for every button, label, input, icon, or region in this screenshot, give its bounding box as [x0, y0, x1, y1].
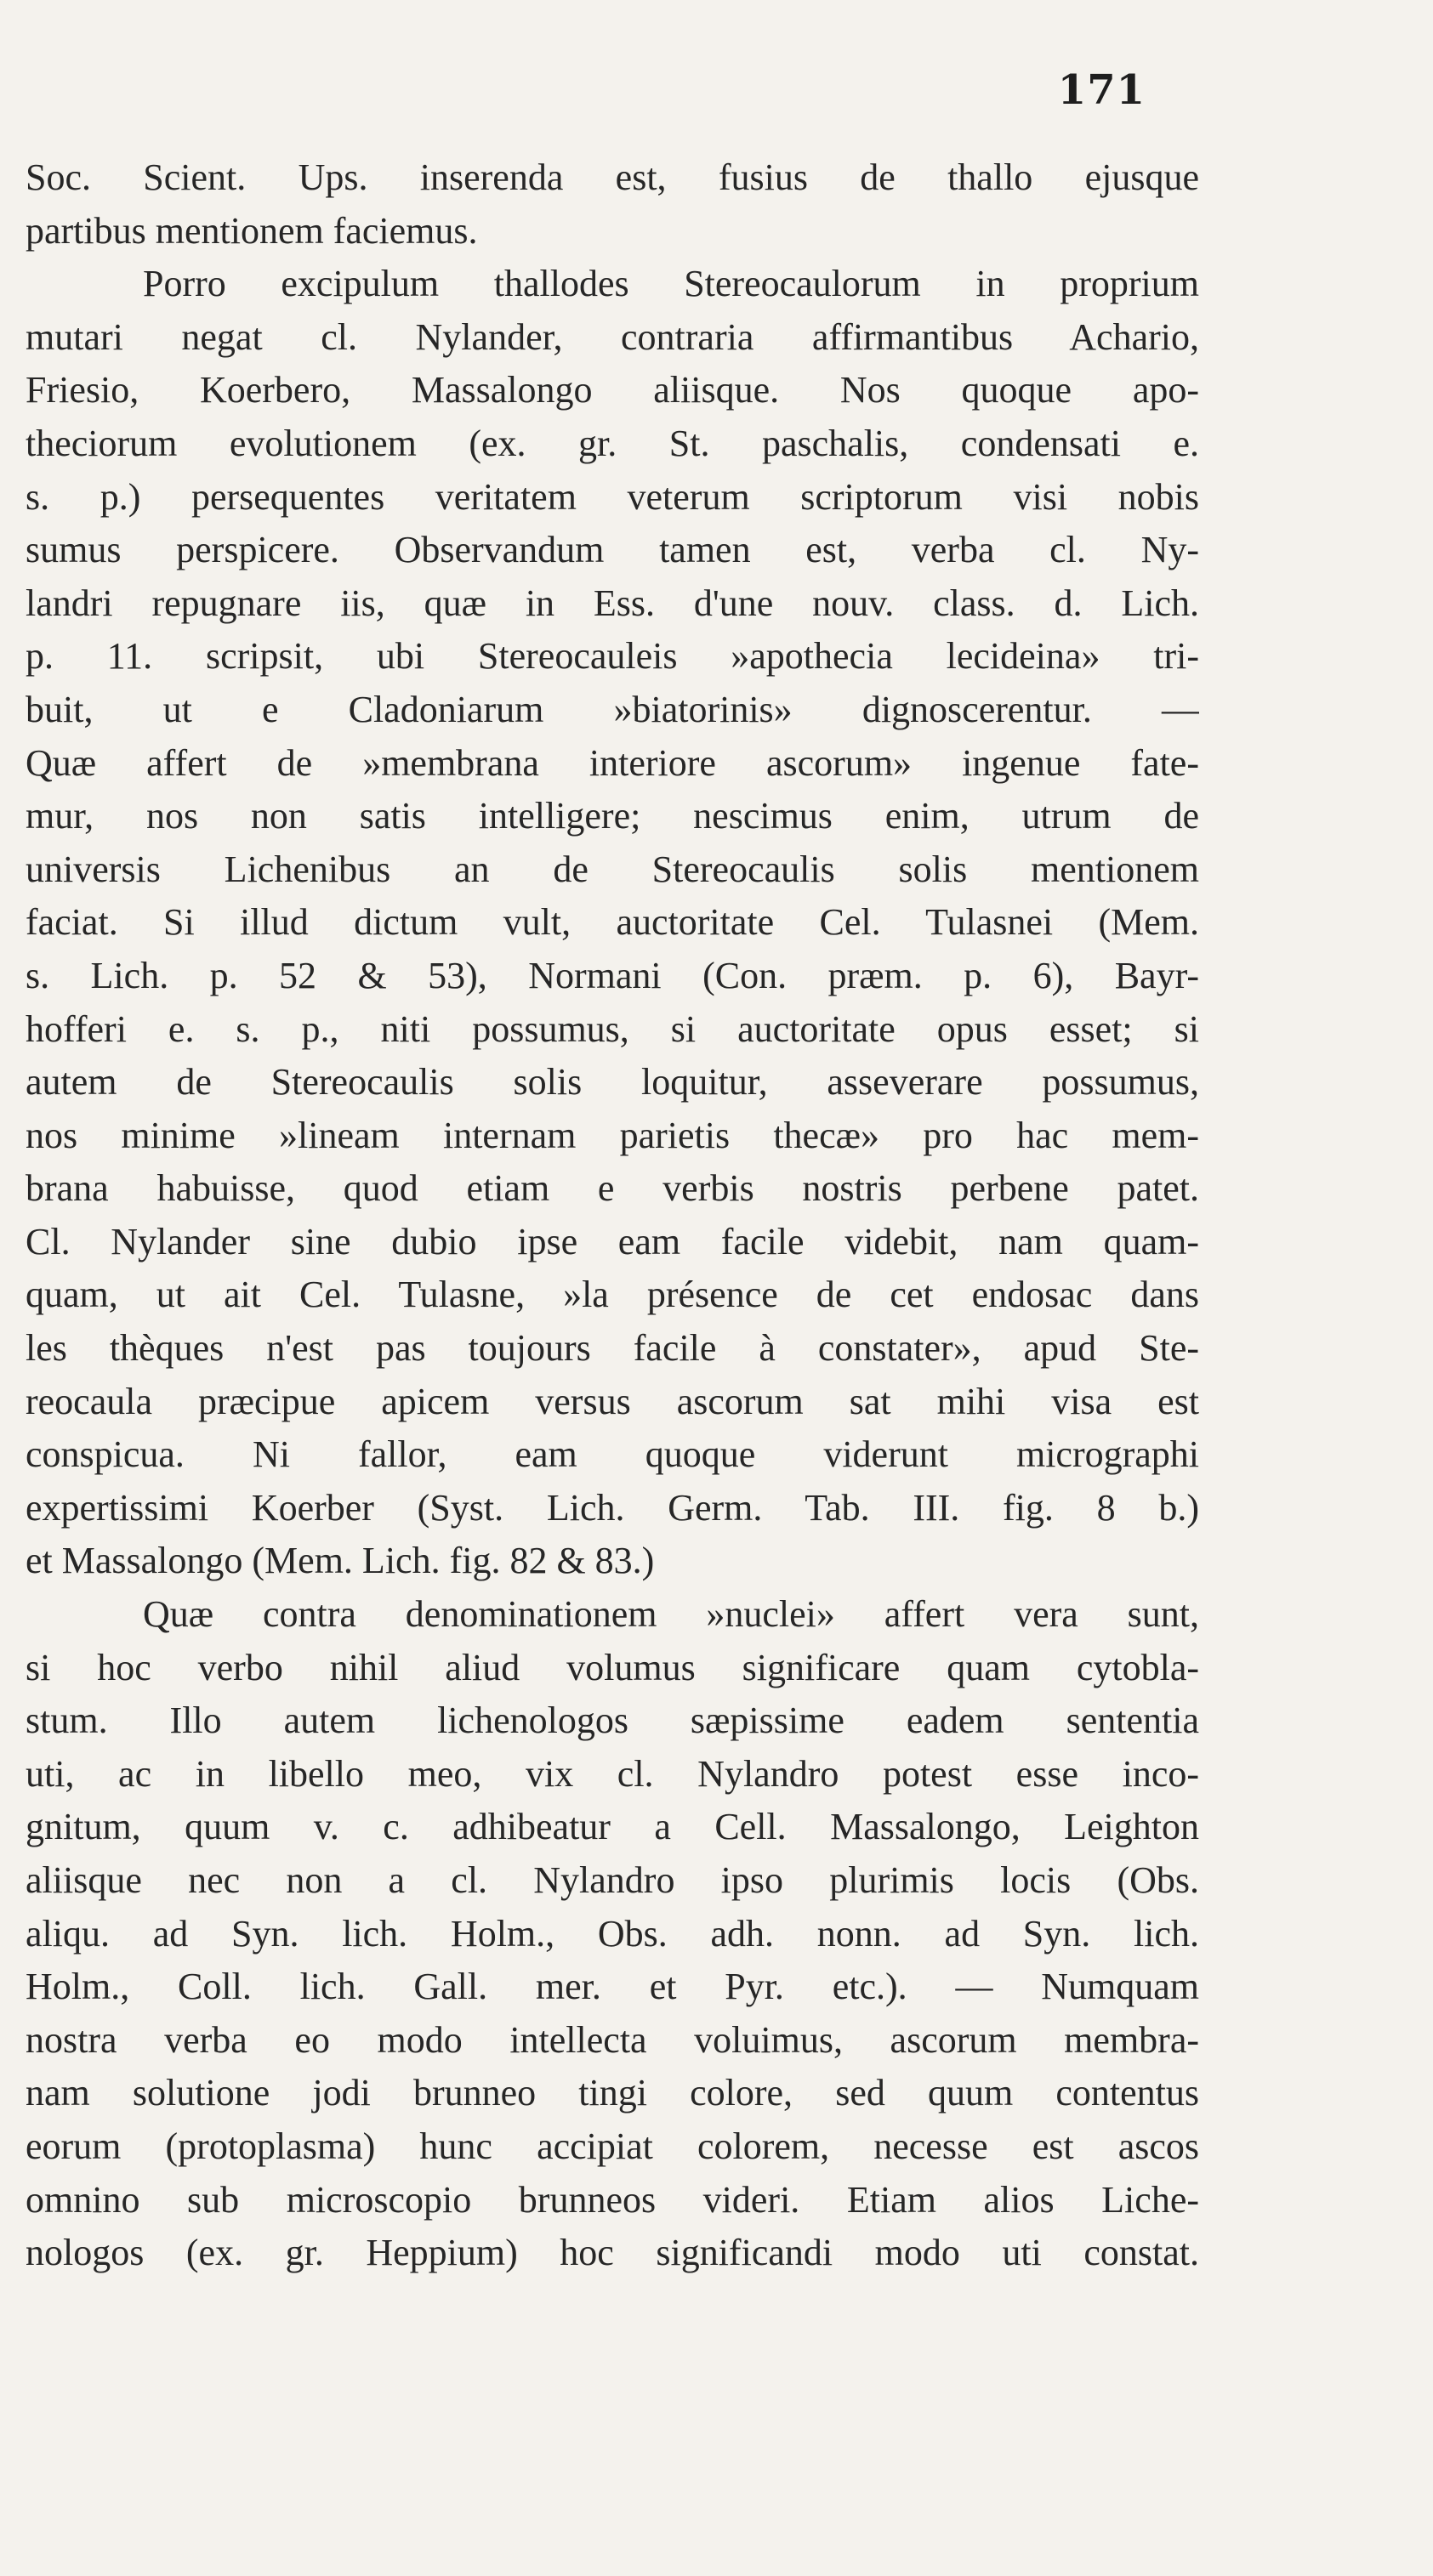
- text-line: p. 11. scripsit, ubi Stereocauleis »apothecia lecideina» tri-: [26, 635, 1199, 678]
- text-line: Quæ affert de »membrana interiore ascorum» ingenue fate-: [26, 741, 1199, 784]
- text-line: gnitum, quum v. c. adhibeatur a Cell. Massalongo, Leighton: [26, 1806, 1199, 1848]
- text-line: stum. Illo autem lichenologos sæpissime eadem sententia: [26, 1699, 1199, 1742]
- text-line: buit, ut e Cladoniarum »biatorinis» dignoscerentur. —: [26, 688, 1199, 730]
- text-line: theciorum evolutionem (ex. gr. St. paschalis, condensati e.: [26, 422, 1199, 464]
- text-line: les thèques n'est pas toujours facile à constater», apud Ste-: [26, 1327, 1199, 1370]
- text-line: conspicua. Ni fallor, eam quoque viderunt micrographi: [26, 1433, 1199, 1476]
- text-line: aliqu. ad Syn. lich. Holm., Obs. adh. nonn. ad Syn. lich.: [26, 1912, 1199, 1955]
- text-line: mur, nos non satis intelligere; nescimus enim, utrum de: [26, 795, 1199, 837]
- text-line: Porro excipulum thallodes Stereocaulorum in proprium: [143, 263, 1199, 305]
- page-number: 171: [1057, 66, 1146, 114]
- text-line: reocaula præcipue apicem versus ascorum sat mihi visa est: [26, 1380, 1199, 1422]
- text-line: partibus mentionem faciemus.: [26, 209, 478, 252]
- text-line: sumus perspicere. Observandum tamen est, verba cl. Ny-: [26, 529, 1199, 571]
- text-line: nam solutione jodi brunneo tingi colore, sed quum contentus: [26, 2072, 1199, 2114]
- text-line: omnino sub microscopio brunneos videri. Etiam alios Liche-: [26, 2178, 1199, 2221]
- text-line: s. Lich. p. 52 & 53), Normani (Con. præm. p. 6), Bayr-: [26, 954, 1199, 996]
- text-line: nos minime »lineam internam parietis thecæ» pro hac mem-: [26, 1114, 1199, 1156]
- body-text: [26, 151, 1199, 2280]
- text-line: Soc. Scient. Ups. inserenda est, fusius de thallo ejusque: [26, 156, 1199, 198]
- text-line: expertissimi Koerber (Syst. Lich. Germ. Tab. III. fig. 8 b.): [26, 1486, 1199, 1529]
- text-line: aliisque nec non a cl. Nylandro ipso plurimis locis (Obs.: [26, 1859, 1199, 1901]
- text-line: eorum (protoplasma) hunc accipiat colorem, necesse est ascos: [26, 2125, 1199, 2167]
- text-line: Cl. Nylander sine dubio ipse eam facile videbit, nam quam-: [26, 1220, 1199, 1262]
- text-line: brana habuisse, quod etiam e verbis nostris perbene patet.: [26, 1167, 1199, 1210]
- text-line: nologos (ex. gr. Heppium) hoc significandi modo uti constat.: [26, 2232, 1199, 2274]
- text-line: faciat. Si illud dictum vult, auctoritate Cel. Tulasnei (Mem.: [26, 901, 1199, 944]
- text-line: landri repugnare iis, quæ in Ess. d'une nouv. class. d. Lich.: [26, 582, 1199, 624]
- text-line: universis Lichenibus an de Stereocaulis solis mentionem: [26, 848, 1199, 890]
- text-line: Quæ contra denominationem »nuclei» affert vera sunt,: [143, 1593, 1199, 1636]
- text-line: mutari negat cl. Nylander, contraria affirmantibus Achario,: [26, 315, 1199, 358]
- text-line: uti, ac in libello meo, vix cl. Nylandro potest esse inco-: [26, 1752, 1199, 1795]
- text-line: Friesio, Koerbero, Massalongo aliisque. Nos quoque apo-: [26, 369, 1199, 411]
- text-line: autem de Stereocaulis solis loquitur, asseverare possumus,: [26, 1061, 1199, 1104]
- text-line: Holm., Coll. lich. Gall. mer. et Pyr. etc.). — Numquam: [26, 1966, 1199, 2008]
- text-line: hofferi e. s. p., niti possumus, si auctoritate opus esset; si: [26, 1007, 1199, 1050]
- text-line: quam, ut ait Cel. Tulasne, »la présence de cet endosac dans: [26, 1274, 1199, 1316]
- text-line: nostra verba eo modo intellecta voluimus, ascorum membra-: [26, 2018, 1199, 2061]
- text-line: s. p.) persequentes veritatem veterum scriptorum visi nobis: [26, 475, 1199, 518]
- text-line: et Massalongo (Mem. Lich. fig. 82 & 83.): [26, 1540, 655, 1582]
- text-line: si hoc verbo nihil aliud volumus significare quam cytobla-: [26, 1646, 1199, 1688]
